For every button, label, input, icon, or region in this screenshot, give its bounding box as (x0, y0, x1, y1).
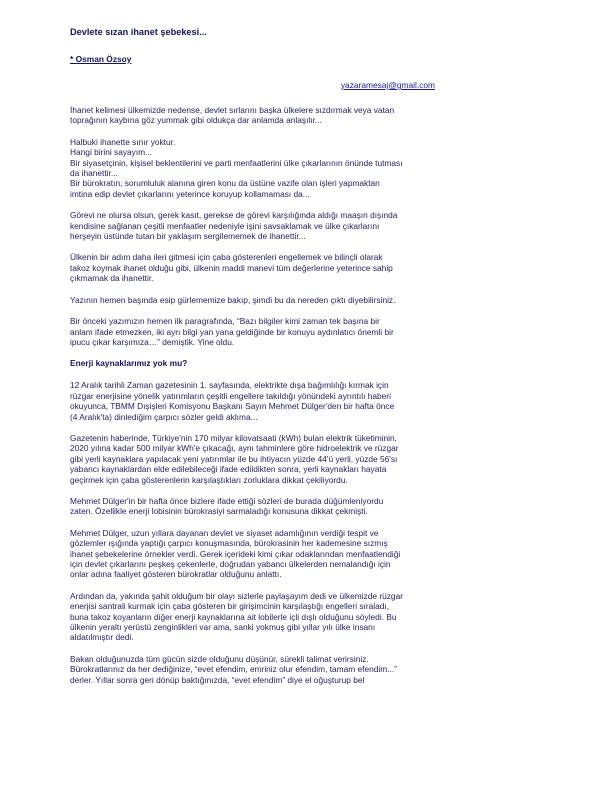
paragraph-line: buna takoz koyanların diğer enerji kaynaklarına ait lobilerle içli dışlı olduğunu söyledi. Bu (70, 611, 397, 622)
paragraph (70, 496, 435, 517)
section-energy (70, 380, 435, 685)
paragraph-line: Bir önceki yazımızın hemen ilk paragrafında, “Bazı bilgiler kimi zaman tek başına bir (70, 316, 380, 327)
paragraph-line: gözlemler ışığında yaptığı çarpıcı konuşmasında, bürokrasinin her kademesine sızmış (70, 538, 388, 549)
paragraph-line: enerjisi santrali kurmak için çaba gösteren bir girişimcinin karşılaştığı engelleri sıraladı, (70, 601, 390, 612)
paragraph (70, 295, 435, 305)
paragraph-line: Hangi birini sayayım... (70, 147, 153, 158)
paragraph-line: Yazının hemen başında esip gürlememize bakıp, şimdi bu da nereden çıktı diyebilirsiniz. (70, 294, 396, 305)
paragraph-line: Bir siyasetçinin, kişisel beklentilerini ve parti menfaatlerini ülke çıkarlarının önünde tutması (70, 157, 403, 168)
paragraph-line: Mehmet Dülger, uzun yıllara dayanan devlet ve siyaset adamlığının verdiği tespit ve (70, 527, 379, 538)
article-title: Devlete sızan ihanet şebekesi... (70, 27, 207, 37)
paragraph (70, 210, 435, 241)
author-name[interactable]: * Osman Özsoy (70, 54, 132, 64)
paragraph-line: anlam ifade etmezken, iki ayrı bilgi yan yana geldiğinde bir konuyu aydınlatıcı önemli bir (70, 326, 394, 337)
paragraph-line: takoz koymak ihanet olduğu gibi, ülkenin maddi manevi tüm değerlerine yeterince sahip (70, 262, 393, 273)
paragraph-line: okuyunca, TBMM Dışişleri Komisyonu Başkanı Sayın Mehmet Dülger'den bir hafta önce (70, 401, 395, 412)
paragraph-line: da ihanettir... (70, 168, 118, 179)
paragraph (70, 591, 435, 643)
paragraph-line: ipucu çıkar karşımıza…” demiştik. Yine oldu. (70, 336, 235, 347)
paragraph-line: zaten. Özellikle enerji lobisinin bürokrasiyi sarmaladığı konusuna dikkat çekmişti. (70, 506, 368, 517)
paragraph (70, 252, 435, 283)
paragraph (70, 105, 435, 126)
paragraph-line: gibi yerli kaynaklara yapılacak yeni yatırımlar ile bu ihtiyacın yüzde 44'ü yerli, yüzde 56'sı (70, 453, 398, 464)
paragraph-line: Bir bürokratın, sorumluluk alanına giren konu da üstüne vazife olan işleri yapmaktan (70, 178, 380, 189)
paragraph-line: Ülkenin bir adım daha ileri gitmesi için çaba gösterenleri engellemek ve bilinçli olarak (70, 252, 383, 263)
paragraph-line: onlar adına faaliyet gösteren bürokratlar olduğunu anlattı. (70, 569, 282, 580)
paragraph-line: Görevi ne olursa olsun, gerek kasıt, gerekse de görevi karşılığında aldığı maaşın dışında (70, 210, 398, 221)
paragraph-line: (4 Aralık'ta) dinlediğim çarpıcı sözler geldi aklıma... (70, 411, 258, 422)
paragraph-line: İhanet kelimesi ülkemizde nedense, devlet sırlarını başka ülkelere sızdırmak veya vatan (70, 105, 395, 115)
paragraph-line: rüzgar enerjisine yönelik yatırımların çeşitli engellere takıldığı yönündeki ayrıntılı haberi (70, 390, 391, 401)
paragraph (70, 380, 435, 422)
paragraph-line: kendisine sağlanan çeşitli menfaatler nedeniyle işini savsaklamak ve ülke çıkarlarını (70, 220, 380, 231)
section-heading: Enerji kaynaklarımız yok mu? (70, 358, 188, 369)
paragraph-line: Gazetenin haberinde, Türkiye'nin 170 milyar kilovatsaati (kWh) bulan elektrik tüketiminin, (70, 432, 397, 443)
paragraph-line: Ardından da, yakında şahit olduğum bir olayı sizlerle paylaşayım dedi ve ülkemizde rüzgar (70, 590, 403, 601)
paragraph-line: için devlet çıkarlarını peşkeş çekenlerle, doğrudan yabancı ülkelerden nemalandığı için (70, 559, 391, 569)
paragraph-line: ihanet şebekelerine örnekler verdi. Gerek içerideki kimi çıkar odaklarından menfaatlendiği (70, 548, 401, 559)
paragraph-line: toprağının kaybına göz yummak gibi oldukça dar anlamda anlaşılır... (70, 115, 322, 126)
paragraph-line: aldatılmıştır dedi. (70, 632, 134, 643)
paragraph (70, 137, 435, 199)
paragraph-line: Bakan olduğunuzda tüm gücün sizde olduğunu düşünür, sürekli talimat verirsiniz. (70, 653, 369, 664)
paragraph-line: Bürokratlarınız da her dediğinize, “evet efendim, emriniz olur efendim, tamam efendim...” (70, 664, 397, 675)
paragraph-line: çıkmamak da ihanettir. (70, 273, 154, 284)
paragraph (70, 316, 435, 347)
author-email-link[interactable]: yazaramesaj@gmail.com (340, 80, 435, 90)
paragraph-line: geçirmek için çaba gösterenlerin karşılaştıkları zorluklara dikkat çekiliyordu. (70, 474, 348, 485)
email-row (70, 78, 435, 91)
paragraph (70, 433, 435, 485)
paragraph (70, 654, 435, 685)
paragraph-line: 12 Aralık tarihli Zaman gazetesinin 1. sayfasında, elektrikte dışa bağımlılığı kırmak için (70, 380, 389, 391)
paragraph-line: derler. Yıllar sonra geri dönüp baktığınızda, “evet efendim” diye el oğuşturup bel (70, 674, 365, 685)
paragraph-line: herşeyin üstünde tutan bir yaklaşım sergilememek de ihanettir... (70, 231, 306, 242)
paragraph-line: Mehmet Dülger'in bir hafta önce bizlere ifade ettiği sözleri de burada düğümleniyordu (70, 495, 384, 506)
paragraph-line: yabancı kaynaklardan elde edilebileceği ifade edildikten sonra, yerli kaynakları hayata (70, 464, 387, 475)
section-intro (70, 105, 435, 347)
paragraph (70, 528, 435, 580)
paragraph-line: 2020 yılına kadar 500 milyar kWh'e çıkacağı, aynı tahminlere göre hidroelektrik ve rüzgar (70, 443, 399, 454)
paragraph-line: imtina edip devlet çıkarlarını yeterince koruyup kollamaması da... (70, 188, 310, 199)
paragraph-line: ülkenin yeraltı yerüstü zenginlikleri var ama, sanki yokmuş gibi yıllar yılı ülke insanı (70, 622, 376, 633)
paragraph-line: Halbuki ihanette sınır yoktur. (70, 136, 176, 147)
article (70, 26, 435, 696)
